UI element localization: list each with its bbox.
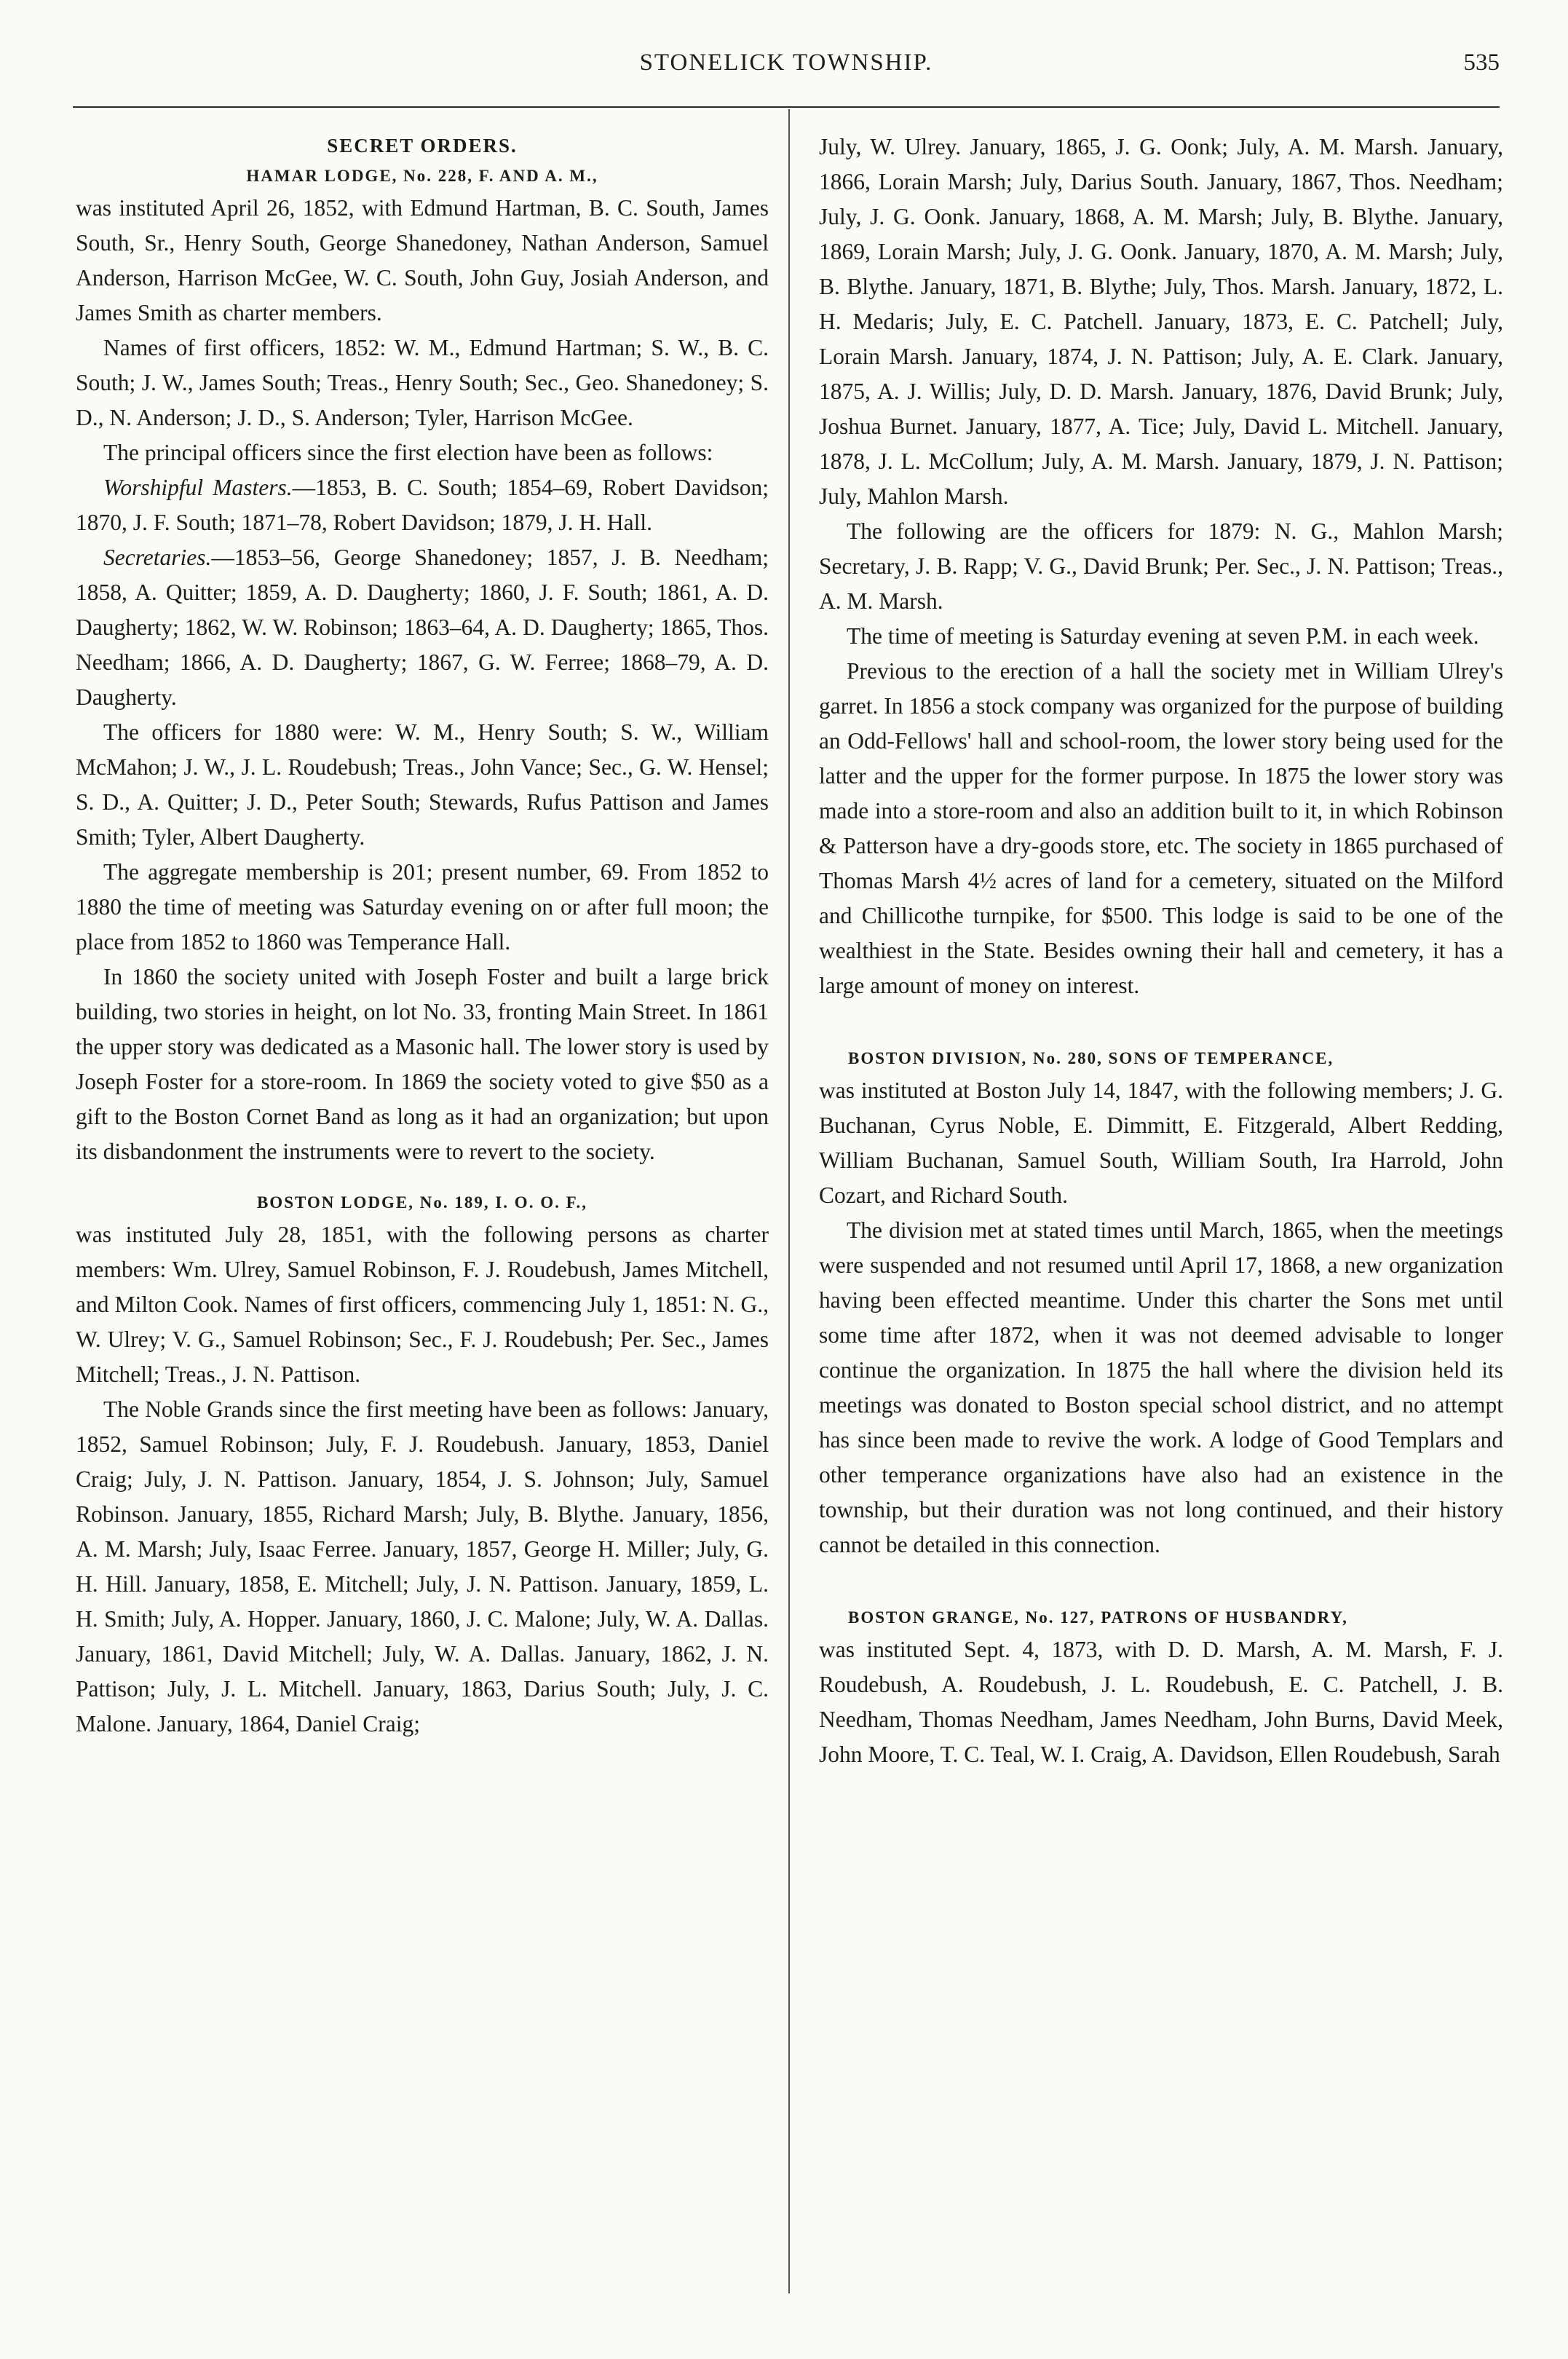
sons-of-temperance-paragraph-2: The division met at stated times until March, 1865, when the meetings were suspended and not resumed until April 17, 1868, a new organization having been effected meantime. Under this charter the Sons met until some time after 1872, when it was not deemed advisable to longer continue the organization. In 1875 the hall where the division held its meetings was donated to Boston special school district, and no attempt has since been made to revive the work. A lodge of Good Templars and other temperance organizations have also had an existence in the township, but their duration was not long continued, and their history cannot be detailed in this connection. [819,1217,1503,1557]
right-column [819,130,1503,1772]
hamar-lodge-paragraph-8: In 1860 the society united with Joseph Foster and built a large brick building, two stories in height, on lot No. 33, fronting Main Street. In 1861 the upper story was dedicated as a Masonic hall. The lower story is used by Joseph Foster for a store-room. In 1869 the society voted to give $50 as a gift to the Boston Cornet Band as long as it had an organization; but upon its disbandonment the instruments were to revert to the society. [76,964,769,1164]
secretaries-text: —1853–56, George Shanedoney; 1857, J. B. Needham; 1858, A. Quitter; 1859, A. D. Daugherty; 1860, J. F. South; 1861, A. D. Daugherty; 1862, W. W. Robinson; 1863–64, A. D. Daugherty; 1865, Thos. Needham; 1866, A. D. Daugherty; 1867, G. W. Ferree; 1868–79, A. D. Daugherty. [76,545,769,710]
boston-grange-paragraph-1: was instituted Sept. 4, 1873, with D. D. Marsh, A. M. Marsh, F. J. Roudebush, A. Roudebush, J. L. Roudebush, E. C. Patchell, J. B. Needham, Thomas Needham, James Needham, John Burns, David Meek, John Moore, T. C. Teal, W. I. Craig, A. Davidson, Ellen Roudebush, Sarah [819,1637,1503,1767]
hamar-lodge-paragraph-3: The principal officers since the first election have been as follows: [103,440,713,465]
running-title: STONELICK TOWNSHIP. [639,50,933,76]
left-column [76,130,769,1742]
hamar-lodge-paragraph-6: The officers for 1880 were: W. M., Henry South; S. W., William McMahon; J. W., J. L. Roudebush; Treas., John Vance; Sec., G. W. Hensel; S. D., A. Quitter; J. D., Peter South; Stewards, Rufus Pattison and James Smith; Tyler, Albert Daugherty. [76,719,769,850]
worshipful-masters-label: Worshipful Masters. [103,475,293,500]
hamar-lodge-paragraph-2: Names of first officers, 1852: W. M., Edmund Hartman; S. W., B. C. South; J. W., James South; Treas., Henry South; Sec., Geo. Shanedoney; S. D., N. Anderson; J. D., S. Anderson; Tyler, Harrison McGee. [76,335,769,430]
header-rule [73,106,1500,108]
boston-lodge-continued-paragraph-3: The time of meeting is Saturday evening at seven P.M. in each week. [847,623,1479,649]
worshipful-masters-text: —1853, B. C. South; 1854–69, Robert Davidson; 1870, J. F. South; 1871–78, Robert Davidson; 1879, J. H. Hall. [76,475,769,535]
boston-lodge-continued-paragraph-2: The following are the officers for 1879: N. G., Mahlon Marsh; Secretary, J. B. Rapp; V. G., David Brunk; Per. Sec., J. N. Pattison; Treas., A. M. Marsh. [819,518,1503,614]
boston-lodge-paragraph-1: was instituted July 28, 1851, with the following persons as charter members: Wm. Ulrey, Samuel Robinson, F. J. Roudebush, James Mitchell, and Milton Cook. Names of first officers, commencing July 1, 1851: N. G., W. Ulrey; V. G., Samuel Robinson; Sec., F. J. Roudebush; Per. Sec., James Mitchell; Treas., J. N. Pattison. [76,1222,769,1387]
boston-lodge-paragraph-2: The Noble Grands since the first meeting have been as follows: January, 1852, Samuel Robinson; July, F. J. Roudebush. January, 1853, Daniel Craig; July, J. N. Pattison. January, 1854, J. S. Johnson; July, Samuel Robinson. January, 1855, Richard Marsh; July, B. Blythe. January, 1856, A. M. Marsh; July, Isaac Ferree. January, 1857, George H. Miller; July, G. H. Hill. January, 1858, E. Mitchell; July, J. N. Pattison. January, 1859, L. H. Smith; July, A. Hopper. January, 1860, J. C. Malone; July, W. A. Dallas. January, 1861, David Mitchell; July, W. A. Dallas. January, 1862, J. N. Pattison; July, J. L. Mitchell. January, 1863, Darius South; July, J. C. Malone. January, 1864, Daniel Craig; [76,1396,769,1736]
sons-of-temperance-heading: BOSTON DIVISION, No. 280, SONS OF TEMPERANCE, [848,1049,1334,1067]
boston-lodge-continued-paragraph-4: Previous to the erection of a hall the society met in William Ulrey's garret. In 1856 a stock company was organized for the purpose of building an Odd-Fellows' hall and school-room, the lower story being used for the latter and the upper for the former purpose. In 1875 the lower story was made into a store-room and also an addition built to it, in which Robinson & Patterson have a dry-goods store, etc. The society in 1865 purchased of Thomas Marsh 4½ acres of land for a cemetery, situated on the Milford and Chillicothe turnpike, for $500. This lodge is said to be one of the wealthiest in the State. Besides owning their hall and cemetery, it has a large amount of money on interest. [819,658,1503,998]
hamar-lodge-paragraph-1: was instituted April 26, 1852, with Edmund Hartman, B. C. South, James South, Sr., Henry South, George Shanedoney, Nathan Anderson, Samuel Anderson, Harrison McGee, W. C. South, John Guy, Josiah Anderson, and James Smith as charter members. [76,195,769,325]
page-number: 535 [1463,50,1500,76]
hamar-lodge-heading: HAMAR LODGE, No. 228, F. AND A. M., [246,167,598,185]
boston-lodge-continued-paragraph-1: July, W. Ulrey. January, 1865, J. G. Oonk; July, A. M. Marsh. January, 1866, Lorain Marsh; July, Darius South. January, 1867, Thos. Needham; July, J. G. Oonk. January, 1868, A. M. Marsh; July, B. Blythe. January, 1869, Lorain Marsh; July, J. G. Oonk. January, 1870, A. M. Marsh; July, B. Blythe. January, 1871, B. Blythe; July, Thos. Marsh. January, 1872, L. H. Medaris; July, E. C. Patchell. January, 1873, E. C. Patchell; July, Lorain Marsh. January, 1874, J. N. Pattison; July, A. E. Clark. January, 1875, A. J. Willis; July, D. D. Marsh. January, 1876, David Brunk; July, Joshua Burnet. January, 1877, A. Tice; July, David L. Mitchell. January, 1878, J. L. McCollum; July, A. M. Marsh. January, 1879, J. N. Pattison; July, Mahlon Marsh. [819,134,1503,509]
page-header [73,50,1500,93]
column-divider [788,109,790,2293]
worshipful-masters-paragraph [76,470,769,540]
sons-of-temperance-paragraph-1: was instituted at Boston July 14, 1847, with the following members; J. G. Buchanan, Cyrus Noble, E. Dimmitt, E. Fitzgerald, Albert Redding, William Buchanan, Samuel South, William South, Ira Harrold, John Cozart, and Richard South. [819,1078,1503,1208]
boston-lodge-heading: BOSTON LODGE, No. 189, I. O. O. F., [256,1193,588,1212]
hamar-lodge-paragraph-7: The aggregate membership is 201; present number, 69. From 1852 to 1880 the time of meeting was Saturday evening on or after full moon; the place from 1852 to 1860 was Temperance Hall. [76,859,769,955]
boston-grange-heading: BOSTON GRANGE, No. 127, PATRONS OF HUSBANDRY, [848,1608,1348,1627]
secretaries-paragraph [76,540,769,715]
secretaries-label: Secretaries. [103,545,212,570]
secret-orders-heading: SECRET ORDERS. [327,135,518,157]
